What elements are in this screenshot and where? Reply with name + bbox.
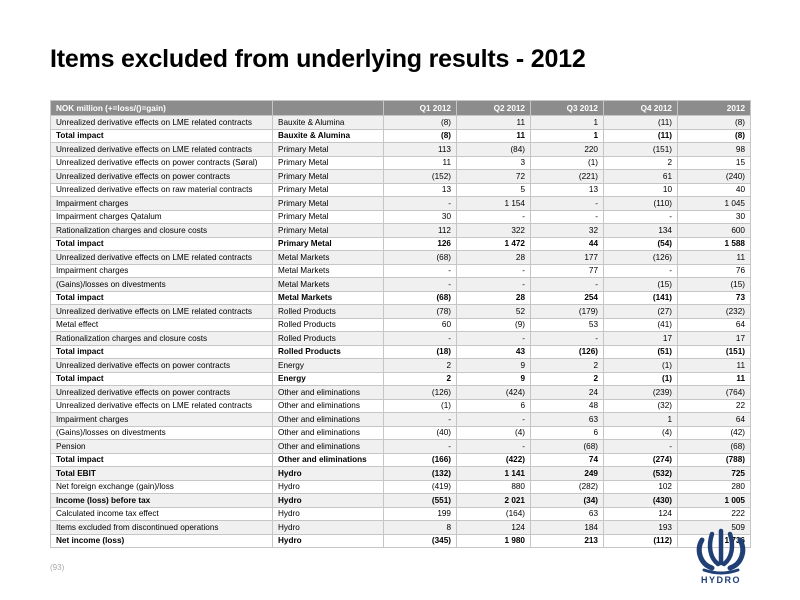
value-cell: (18) bbox=[384, 345, 457, 359]
value-cell: 177 bbox=[531, 251, 604, 265]
value-cell: 11 bbox=[384, 156, 457, 170]
value-cell: 3 bbox=[457, 156, 531, 170]
value-cell: (345) bbox=[384, 534, 457, 548]
value-cell: (41) bbox=[604, 318, 678, 332]
column-header: Q4 2012 bbox=[604, 101, 678, 116]
value-cell: 52 bbox=[457, 305, 531, 319]
value-cell: - bbox=[384, 278, 457, 292]
segment-cell: Bauxite & Alumina bbox=[273, 116, 384, 130]
value-cell: 77 bbox=[531, 264, 604, 278]
value-cell: - bbox=[457, 413, 531, 427]
value-cell: 64 bbox=[678, 318, 751, 332]
segment-cell: Hydro bbox=[273, 480, 384, 494]
total-row bbox=[51, 494, 751, 508]
value-cell: 8 bbox=[384, 521, 457, 535]
table-row bbox=[51, 440, 751, 454]
value-cell: (126) bbox=[604, 251, 678, 265]
value-cell: (1) bbox=[604, 359, 678, 373]
value-cell: 6 bbox=[531, 426, 604, 440]
value-cell: 249 bbox=[531, 467, 604, 481]
value-cell: 72 bbox=[457, 170, 531, 184]
value-cell: (166) bbox=[384, 453, 457, 467]
table-row bbox=[51, 305, 751, 319]
value-cell: 11 bbox=[457, 129, 531, 143]
value-cell: (8) bbox=[384, 129, 457, 143]
segment-cell: Primary Metal bbox=[273, 224, 384, 238]
value-cell: 40 bbox=[678, 183, 751, 197]
value-cell: (1) bbox=[604, 372, 678, 386]
value-cell: (40) bbox=[384, 426, 457, 440]
item-cell: Net foreign exchange (gain)/loss bbox=[51, 480, 273, 494]
value-cell: 32 bbox=[531, 224, 604, 238]
value-cell: 15 bbox=[678, 156, 751, 170]
segment-cell: Energy bbox=[273, 359, 384, 373]
value-cell: (151) bbox=[678, 345, 751, 359]
value-cell: (15) bbox=[604, 278, 678, 292]
value-cell: (422) bbox=[457, 453, 531, 467]
value-cell: (11) bbox=[604, 129, 678, 143]
total-row bbox=[51, 129, 751, 143]
segment-cell: Primary Metal bbox=[273, 210, 384, 224]
column-header: 2012 bbox=[678, 101, 751, 116]
segment-cell: Hydro bbox=[273, 507, 384, 521]
table-row bbox=[51, 210, 751, 224]
table-row bbox=[51, 426, 751, 440]
total-row bbox=[51, 467, 751, 481]
item-cell: Total impact bbox=[51, 372, 273, 386]
value-cell: - bbox=[531, 278, 604, 292]
table-row bbox=[51, 143, 751, 157]
value-cell: (424) bbox=[457, 386, 531, 400]
value-cell: (27) bbox=[604, 305, 678, 319]
value-cell: (164) bbox=[457, 507, 531, 521]
segment-cell: Metal Markets bbox=[273, 251, 384, 265]
segment-cell: Primary Metal bbox=[273, 143, 384, 157]
value-cell: 11 bbox=[678, 359, 751, 373]
value-cell: - bbox=[531, 210, 604, 224]
value-cell: 1 736 bbox=[678, 534, 751, 548]
table-row bbox=[51, 170, 751, 184]
value-cell: - bbox=[457, 264, 531, 278]
value-cell: 254 bbox=[531, 291, 604, 305]
value-cell: (430) bbox=[604, 494, 678, 508]
value-cell: - bbox=[384, 197, 457, 211]
table-row bbox=[51, 359, 751, 373]
value-cell: (532) bbox=[604, 467, 678, 481]
value-cell: 24 bbox=[531, 386, 604, 400]
segment-cell: Other and eliminations bbox=[273, 386, 384, 400]
value-cell: (232) bbox=[678, 305, 751, 319]
segment-cell: Energy bbox=[273, 372, 384, 386]
value-cell: (4) bbox=[457, 426, 531, 440]
segment-cell: Rolled Products bbox=[273, 332, 384, 346]
value-cell: (84) bbox=[457, 143, 531, 157]
value-cell: 13 bbox=[531, 183, 604, 197]
table-row bbox=[51, 224, 751, 238]
segment-cell: Hydro bbox=[273, 534, 384, 548]
item-cell: Rationalization charges and closure costs bbox=[51, 224, 273, 238]
value-cell: 113 bbox=[384, 143, 457, 157]
value-cell: 102 bbox=[604, 480, 678, 494]
value-cell: - bbox=[604, 264, 678, 278]
total-row bbox=[51, 372, 751, 386]
item-cell: Unrealized derivative effects on LME related contracts bbox=[51, 399, 273, 413]
segment-cell: Rolled Products bbox=[273, 318, 384, 332]
value-cell: 43 bbox=[457, 345, 531, 359]
value-cell: 2 bbox=[384, 359, 457, 373]
item-cell: Unrealized derivative effects on power contracts (Søral) bbox=[51, 156, 273, 170]
value-cell: 112 bbox=[384, 224, 457, 238]
value-cell: - bbox=[457, 210, 531, 224]
value-cell: (764) bbox=[678, 386, 751, 400]
value-cell: 74 bbox=[531, 453, 604, 467]
value-cell: 13 bbox=[384, 183, 457, 197]
value-cell: 2 bbox=[384, 372, 457, 386]
value-cell: 11 bbox=[678, 372, 751, 386]
item-cell: Items excluded from discontinued operations bbox=[51, 521, 273, 535]
value-cell: 9 bbox=[457, 372, 531, 386]
table-row bbox=[51, 507, 751, 521]
item-cell: Impairment charges bbox=[51, 264, 273, 278]
table-row bbox=[51, 116, 751, 130]
value-cell: (239) bbox=[604, 386, 678, 400]
segment-cell: Hydro bbox=[273, 521, 384, 535]
item-cell: Total impact bbox=[51, 345, 273, 359]
segment-cell: Primary Metal bbox=[273, 197, 384, 211]
value-cell: (68) bbox=[384, 291, 457, 305]
item-cell: Unrealized derivative effects on LME related contracts bbox=[51, 305, 273, 319]
item-cell: Impairment charges bbox=[51, 413, 273, 427]
column-header: Q3 2012 bbox=[531, 101, 604, 116]
value-cell: 124 bbox=[604, 507, 678, 521]
segment-cell: Primary Metal bbox=[273, 156, 384, 170]
value-cell: 184 bbox=[531, 521, 604, 535]
table-row bbox=[51, 278, 751, 292]
segment-cell: Other and eliminations bbox=[273, 413, 384, 427]
value-cell: 213 bbox=[531, 534, 604, 548]
value-cell: 9 bbox=[457, 359, 531, 373]
value-cell: 134 bbox=[604, 224, 678, 238]
item-cell: Metal effect bbox=[51, 318, 273, 332]
value-cell: - bbox=[384, 332, 457, 346]
total-row bbox=[51, 237, 751, 251]
excluded-items-table bbox=[50, 100, 751, 548]
value-cell: 1 045 bbox=[678, 197, 751, 211]
value-cell: (54) bbox=[604, 237, 678, 251]
value-cell: (179) bbox=[531, 305, 604, 319]
value-cell: 61 bbox=[604, 170, 678, 184]
value-cell: (1) bbox=[531, 156, 604, 170]
item-cell: Unrealized derivative effects on LME related contracts bbox=[51, 143, 273, 157]
item-cell: Pension bbox=[51, 440, 273, 454]
value-cell: 509 bbox=[678, 521, 751, 535]
value-cell: 28 bbox=[457, 251, 531, 265]
value-cell: (11) bbox=[604, 116, 678, 130]
segment-cell: Metal Markets bbox=[273, 278, 384, 292]
value-cell: (112) bbox=[604, 534, 678, 548]
value-cell: (419) bbox=[384, 480, 457, 494]
table-row bbox=[51, 318, 751, 332]
segment-cell: Other and eliminations bbox=[273, 453, 384, 467]
value-cell: 126 bbox=[384, 237, 457, 251]
value-cell: 220 bbox=[531, 143, 604, 157]
value-cell: - bbox=[384, 264, 457, 278]
value-cell: (282) bbox=[531, 480, 604, 494]
value-cell: (8) bbox=[384, 116, 457, 130]
value-cell: (274) bbox=[604, 453, 678, 467]
value-cell: (110) bbox=[604, 197, 678, 211]
table-row bbox=[51, 156, 751, 170]
value-cell: - bbox=[604, 210, 678, 224]
value-cell: 6 bbox=[457, 399, 531, 413]
table-row bbox=[51, 399, 751, 413]
segment-cell: Rolled Products bbox=[273, 345, 384, 359]
value-cell: 880 bbox=[457, 480, 531, 494]
segment-cell: Primary Metal bbox=[273, 237, 384, 251]
table-body bbox=[51, 116, 751, 548]
value-cell: - bbox=[457, 440, 531, 454]
value-cell: 5 bbox=[457, 183, 531, 197]
segment-cell: Bauxite & Alumina bbox=[273, 129, 384, 143]
value-cell: (141) bbox=[604, 291, 678, 305]
value-cell: - bbox=[384, 413, 457, 427]
value-cell: 30 bbox=[384, 210, 457, 224]
item-cell: Unrealized derivative effects on power contracts bbox=[51, 386, 273, 400]
table-header-row bbox=[51, 101, 751, 116]
value-cell: - bbox=[531, 332, 604, 346]
item-cell: Unrealized derivative effects on power contracts bbox=[51, 170, 273, 184]
item-cell: Income (loss) before tax bbox=[51, 494, 273, 508]
value-cell: 22 bbox=[678, 399, 751, 413]
item-cell: Total impact bbox=[51, 237, 273, 251]
item-cell: Rationalization charges and closure costs bbox=[51, 332, 273, 346]
value-cell: 1 141 bbox=[457, 467, 531, 481]
value-cell: 1 472 bbox=[457, 237, 531, 251]
value-cell: 44 bbox=[531, 237, 604, 251]
value-cell: 17 bbox=[604, 332, 678, 346]
value-cell: 1 154 bbox=[457, 197, 531, 211]
value-cell: (1) bbox=[384, 399, 457, 413]
value-cell: 1 bbox=[531, 116, 604, 130]
total-row bbox=[51, 291, 751, 305]
value-cell: 30 bbox=[678, 210, 751, 224]
value-cell: 193 bbox=[604, 521, 678, 535]
value-cell: 76 bbox=[678, 264, 751, 278]
item-cell: Total impact bbox=[51, 291, 273, 305]
value-cell: (34) bbox=[531, 494, 604, 508]
table-row bbox=[51, 264, 751, 278]
item-cell: Calculated income tax effect bbox=[51, 507, 273, 521]
item-cell: Impairment charges bbox=[51, 197, 273, 211]
value-cell: 1 005 bbox=[678, 494, 751, 508]
value-cell: 1 980 bbox=[457, 534, 531, 548]
page-title: Items excluded from underlying results - 2012 bbox=[50, 45, 586, 73]
value-cell: 28 bbox=[457, 291, 531, 305]
value-cell: 280 bbox=[678, 480, 751, 494]
value-cell: 222 bbox=[678, 507, 751, 521]
value-cell: 1 bbox=[604, 413, 678, 427]
page-number: (93) bbox=[50, 563, 65, 572]
value-cell: (78) bbox=[384, 305, 457, 319]
value-cell: 17 bbox=[678, 332, 751, 346]
value-cell: - bbox=[531, 197, 604, 211]
value-cell: 2 bbox=[531, 359, 604, 373]
segment-cell: Hydro bbox=[273, 494, 384, 508]
item-cell: Unrealized derivative effects on power contracts bbox=[51, 359, 273, 373]
value-cell: - bbox=[384, 440, 457, 454]
item-cell: Total EBIT bbox=[51, 467, 273, 481]
value-cell: (42) bbox=[678, 426, 751, 440]
value-cell: 11 bbox=[457, 116, 531, 130]
segment-cell: Hydro bbox=[273, 467, 384, 481]
value-cell: (9) bbox=[457, 318, 531, 332]
value-cell: 63 bbox=[531, 413, 604, 427]
table-row bbox=[51, 480, 751, 494]
value-cell: 600 bbox=[678, 224, 751, 238]
value-cell: (126) bbox=[384, 386, 457, 400]
hydro-logo bbox=[690, 526, 752, 588]
column-header bbox=[273, 101, 384, 116]
segment-cell: Metal Markets bbox=[273, 264, 384, 278]
value-cell: 1 588 bbox=[678, 237, 751, 251]
value-cell: 63 bbox=[531, 507, 604, 521]
segment-cell: Primary Metal bbox=[273, 170, 384, 184]
item-cell: (Gains)/losses on divestments bbox=[51, 278, 273, 292]
table-row bbox=[51, 413, 751, 427]
item-cell: Net income (loss) bbox=[51, 534, 273, 548]
value-cell: 725 bbox=[678, 467, 751, 481]
value-cell: - bbox=[457, 278, 531, 292]
item-cell: Impairment charges Qatalum bbox=[51, 210, 273, 224]
total-row bbox=[51, 534, 751, 548]
value-cell: (788) bbox=[678, 453, 751, 467]
value-cell: (68) bbox=[678, 440, 751, 454]
table-row bbox=[51, 251, 751, 265]
value-cell: (68) bbox=[531, 440, 604, 454]
column-header: Q2 2012 bbox=[457, 101, 531, 116]
item-cell: Total impact bbox=[51, 453, 273, 467]
value-cell: (152) bbox=[384, 170, 457, 184]
hydro-logo-icon bbox=[690, 526, 752, 576]
item-cell: Unrealized derivative effects on raw material contracts bbox=[51, 183, 273, 197]
value-cell: 322 bbox=[457, 224, 531, 238]
value-cell: 124 bbox=[457, 521, 531, 535]
table-row bbox=[51, 197, 751, 211]
value-cell: (240) bbox=[678, 170, 751, 184]
value-cell: (51) bbox=[604, 345, 678, 359]
value-cell: (32) bbox=[604, 399, 678, 413]
value-cell: (551) bbox=[384, 494, 457, 508]
value-cell: (8) bbox=[678, 116, 751, 130]
logo-text: HYDRO bbox=[700, 575, 741, 585]
total-row bbox=[51, 453, 751, 467]
segment-cell: Other and eliminations bbox=[273, 426, 384, 440]
value-cell: 2 bbox=[604, 156, 678, 170]
value-cell: (126) bbox=[531, 345, 604, 359]
column-header: NOK million (+=loss/()=gain) bbox=[51, 101, 273, 116]
value-cell: 11 bbox=[678, 251, 751, 265]
segment-cell: Rolled Products bbox=[273, 305, 384, 319]
value-cell: - bbox=[457, 332, 531, 346]
value-cell: (221) bbox=[531, 170, 604, 184]
segment-cell: Other and eliminations bbox=[273, 440, 384, 454]
value-cell: (4) bbox=[604, 426, 678, 440]
value-cell: (8) bbox=[678, 129, 751, 143]
value-cell: 199 bbox=[384, 507, 457, 521]
segment-cell: Metal Markets bbox=[273, 291, 384, 305]
item-cell: (Gains)/losses on divestments bbox=[51, 426, 273, 440]
segment-cell: Other and eliminations bbox=[273, 399, 384, 413]
item-cell: Unrealized derivative effects on LME related contracts bbox=[51, 116, 273, 130]
total-row bbox=[51, 345, 751, 359]
segment-cell: Primary Metal bbox=[273, 183, 384, 197]
value-cell: 53 bbox=[531, 318, 604, 332]
value-cell: 10 bbox=[604, 183, 678, 197]
table-row bbox=[51, 386, 751, 400]
value-cell: (15) bbox=[678, 278, 751, 292]
column-header: Q1 2012 bbox=[384, 101, 457, 116]
value-cell: 73 bbox=[678, 291, 751, 305]
value-cell: 1 bbox=[531, 129, 604, 143]
value-cell: (132) bbox=[384, 467, 457, 481]
table-row bbox=[51, 332, 751, 346]
table-row bbox=[51, 183, 751, 197]
value-cell: 48 bbox=[531, 399, 604, 413]
item-cell: Unrealized derivative effects on LME related contracts bbox=[51, 251, 273, 265]
item-cell: Total impact bbox=[51, 129, 273, 143]
value-cell: 98 bbox=[678, 143, 751, 157]
value-cell: 2 bbox=[531, 372, 604, 386]
value-cell: 2 021 bbox=[457, 494, 531, 508]
value-cell: (68) bbox=[384, 251, 457, 265]
table-row bbox=[51, 521, 751, 535]
value-cell: - bbox=[604, 440, 678, 454]
value-cell: 60 bbox=[384, 318, 457, 332]
value-cell: (151) bbox=[604, 143, 678, 157]
value-cell: 64 bbox=[678, 413, 751, 427]
